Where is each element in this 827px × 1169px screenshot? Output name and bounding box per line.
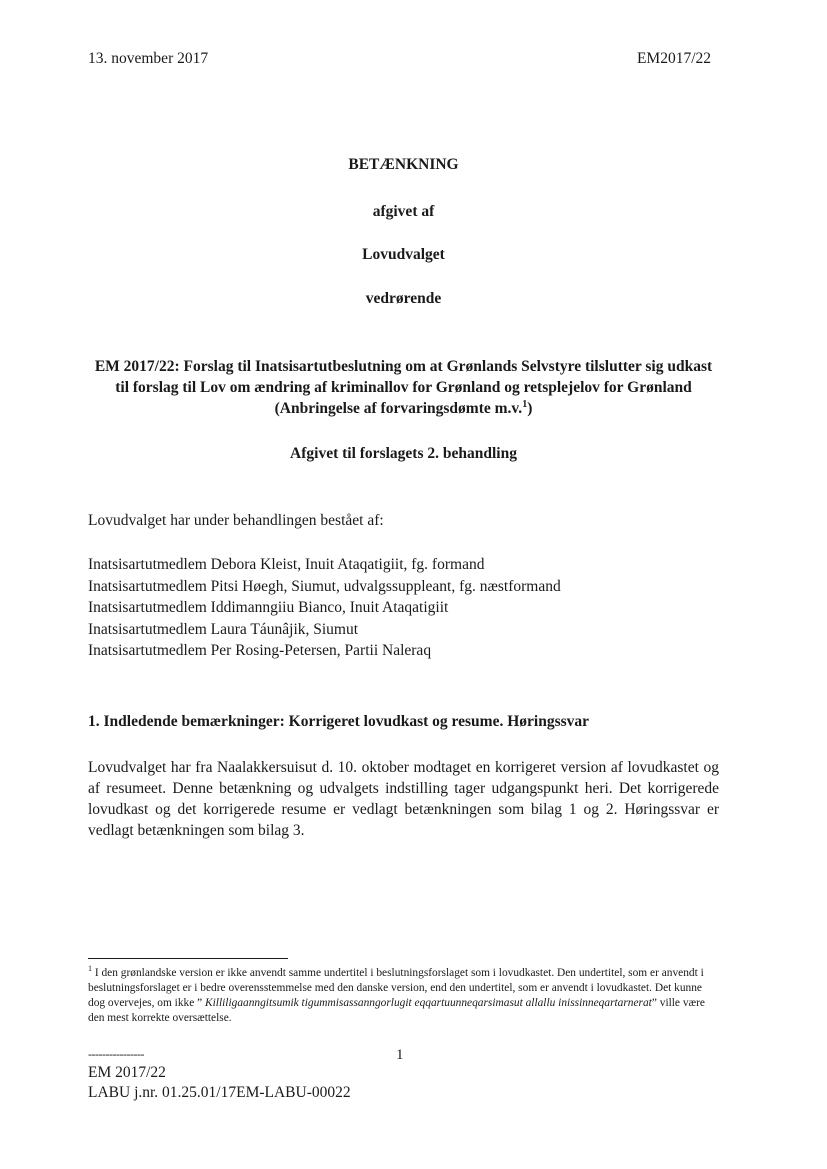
lead-heading xyxy=(88,356,719,419)
member-item: Inatsisartutmedlem Per Rosing-Petersen, Partii Naleraq xyxy=(88,642,432,659)
lead-tail: ) xyxy=(527,400,533,417)
footer-reference: EM 2017/22 xyxy=(88,1064,166,1081)
document-title: BETÆNKNING xyxy=(348,156,459,173)
footer-journal-number: LABU j.nr. 01.25.01/17EM-LABU-00022 xyxy=(88,1084,351,1101)
footnote-divider xyxy=(88,958,288,959)
footnote-text-end: ” ville være den mest korrekte oversættelse. xyxy=(88,997,705,1024)
member-item: Inatsisartutmedlem Laura Táunâjik, Siumut xyxy=(88,620,359,638)
footnote-mark: 1 xyxy=(88,964,92,974)
members-intro: Lovudvalget har under behandlingen bestået af: xyxy=(88,512,384,529)
footnote-italic-text: Killiligaanngitsumik tigummisassanngorlugit eqqartuunneqarsimasut allallu inissinneqartarnerat xyxy=(205,997,652,1009)
section-paragraph: Lovudvalget har fra Naalakkersuisut d. 10. oktober modtaget en korrigeret version af lovudkastet og af resumeet. Denne betænkning og udvalgets indstilling tager udgangspunkt heri. Det korrigerede lovudkast og det korrigerede resume er vedlagt betænkningen som bilag 1 og 2. Høringssvar er vedlagt betænkningen som bilag 3. xyxy=(88,759,719,839)
lead-text: EM 2017/22: Forslag til Inatsisartutbeslutning om at Grønlands Selvstyre tilslutter sig udkast til forslag til Lov om ændring af kriminallov for Grønland og retsplejelov for Grønland (Anbringelse af forvaringsdømte m.v. xyxy=(94,358,713,417)
section-heading: 1. Indledende bemærkninger: Korrigeret lovudkast og resume. Høringssvar xyxy=(88,713,590,730)
members-list xyxy=(88,554,719,662)
header-reference: EM2017/22 xyxy=(636,50,711,67)
footnote-text: I den grønlandske version er ikke anvendt samme undertitel i beslutningsforslaget som i lovudkastet. Den undertitel, som er anvendt i beslutningsforslaget er i bedre overensstemmelse med den danske version, end den undertitel, som er anvendt i lovudkastet. Det kunne dog overvejes, om ikke ” xyxy=(88,967,704,1009)
member-item: Inatsisartutmedlem Iddimanngiiu Bianco, Inuit Ataqatigiit xyxy=(88,599,449,616)
subtitle-line: afgivet af xyxy=(372,203,435,220)
header-date: 13. november 2017 xyxy=(88,50,209,67)
subtitle-line: Lovudvalget xyxy=(362,246,445,263)
member-item: Inatsisartutmedlem Debora Kleist, Inuit Ataqatigiit, fg. formand xyxy=(88,556,485,573)
footnote xyxy=(88,966,719,1026)
subtitle-line: vedrørende xyxy=(365,290,442,307)
page-number: 1 xyxy=(396,1047,404,1063)
footnote-reference: 1 xyxy=(522,398,528,410)
submitted-for-heading: Afgivet til forslagets 2. behandling xyxy=(290,445,517,462)
footer-dashes: ---------------- xyxy=(88,1047,144,1061)
member-item: Inatsisartutmedlem Pitsi Høegh, Siumut, udvalgssuppleant, fg. næstformand xyxy=(88,577,561,595)
